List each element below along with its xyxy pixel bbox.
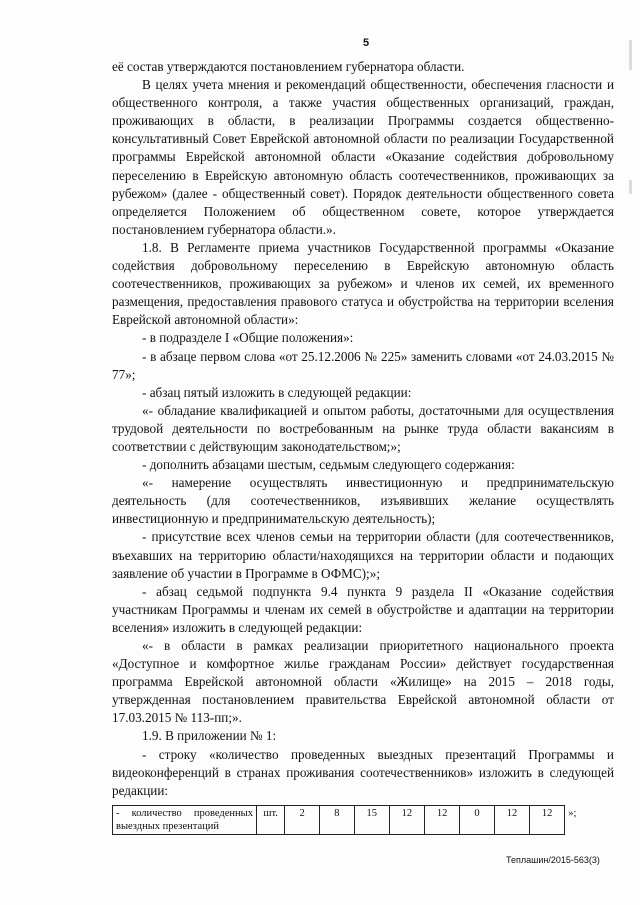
table-cell-value: 15 — [354, 806, 389, 835]
table-cell-description: - количество проведенных выездных презентаций — [113, 806, 257, 835]
table-cell-value: 2 — [285, 806, 320, 835]
paragraph: - строку «количество проведенных выездных презентаций Программы и видеоконференций в странах проживания соотечественников» изложить в следующей редакции: — [112, 746, 614, 798]
table-cell-value: 12 — [425, 806, 460, 835]
table-cell-value: 12 — [494, 806, 529, 835]
table-cell-value: 12 — [389, 806, 424, 835]
table-row — [113, 806, 593, 835]
document-body — [112, 58, 614, 800]
indicator-table — [112, 805, 592, 835]
table-cell-value: 0 — [460, 806, 495, 835]
paragraph: её состав утверждаются постановлением губернатора области. — [112, 59, 465, 74]
paragraph: - в абзаце первом слова «от 25.12.2006 № 225» заменить словами «от 24.03.2015 № 77»; — [112, 348, 614, 382]
table-end-mark: »; — [568, 807, 577, 819]
paragraph: 1.8. В Регламенте приема участников Государственной программы «Оказание содействия добровольному переселению в Еврейскую автономную область соотечественников, проживающих за рубежом» и членов их семей, их временного размещения, предоставления правового статуса и обустройства на территории вселения Еврейской автономной области»: — [112, 239, 614, 328]
paragraph: «- обладание квалификацией и опытом работы, достаточными для осуществления трудовой деятельности по востребованным на рынке труда области вакансиям в соответствии с действующим законодательством;»; — [112, 402, 614, 454]
paragraph: - абзац седьмой подпункта 9.4 пункта 9 раздела II «Оказание содействия участникам Программы и членам их семей в обустройстве и адаптации на территории вселения» изложить в следующей редакции: — [112, 583, 614, 635]
scan-artifact — [629, 180, 632, 194]
table-cell-value: 8 — [319, 806, 354, 835]
paragraph: - присутствие всех членов семьи на территории области (для соотечественников, въехавших на территорию области/находящихся на территории области и подающих заявление об участии в Программе в ОФМС);»; — [112, 529, 614, 581]
paragraph: - дополнить абзацами шестым, седьмым следующего содержания: — [142, 457, 515, 473]
document-reference: Теплашин/2015-563(3) — [506, 855, 600, 865]
paragraph: 1.9. В приложении № 1: — [142, 728, 277, 744]
paragraph: - в подразделе I «Общие положения»: — [142, 330, 354, 346]
indicator-table-wrapper — [112, 805, 592, 835]
table-cell-value: 12 — [530, 806, 565, 835]
paragraph: «- в области в рамках реализации приоритетного национального проекта «Доступное и комфортное жилье гражданам России» действует государственная программа Еврейской автономной области «Жилище» на 2015 – 2018 годы, утвержденная постановлением правительства Еврейской автономной области от 17.03.2015 № 113-пп;». — [112, 638, 614, 726]
paragraph: В целях учета мнения и рекомендаций общественности, обеспечения гласности и общественного контроля, а также участия общественных организаций, граждан, проживающих в области, в реализации Программы создается общественно-консультативный Совет Еврейской автономной области по реализации Государственной программы Еврейской автономной области «Оказание содействия добровольному переселению в Еврейскую автономную область соотечественников, проживающих за рубежом» (далее - общественный совет). Порядок деятельности общественного совета определяется Положением об общественном совете, которое утверждается постановлением губернатора области.». — [112, 77, 614, 237]
table-cell-unit: шт. — [256, 806, 284, 835]
paragraph: «- намерение осуществлять инвестиционную и предпринимательскую деятельность (для соотечественников, изъявивших желание осуществлять инвестиционную и предпринимательскую деятельность); — [112, 475, 614, 527]
scan-artifact — [629, 40, 632, 70]
paragraph: - абзац пятый изложить в следующей редакции: — [142, 384, 412, 400]
page-number: 5 — [362, 37, 370, 49]
